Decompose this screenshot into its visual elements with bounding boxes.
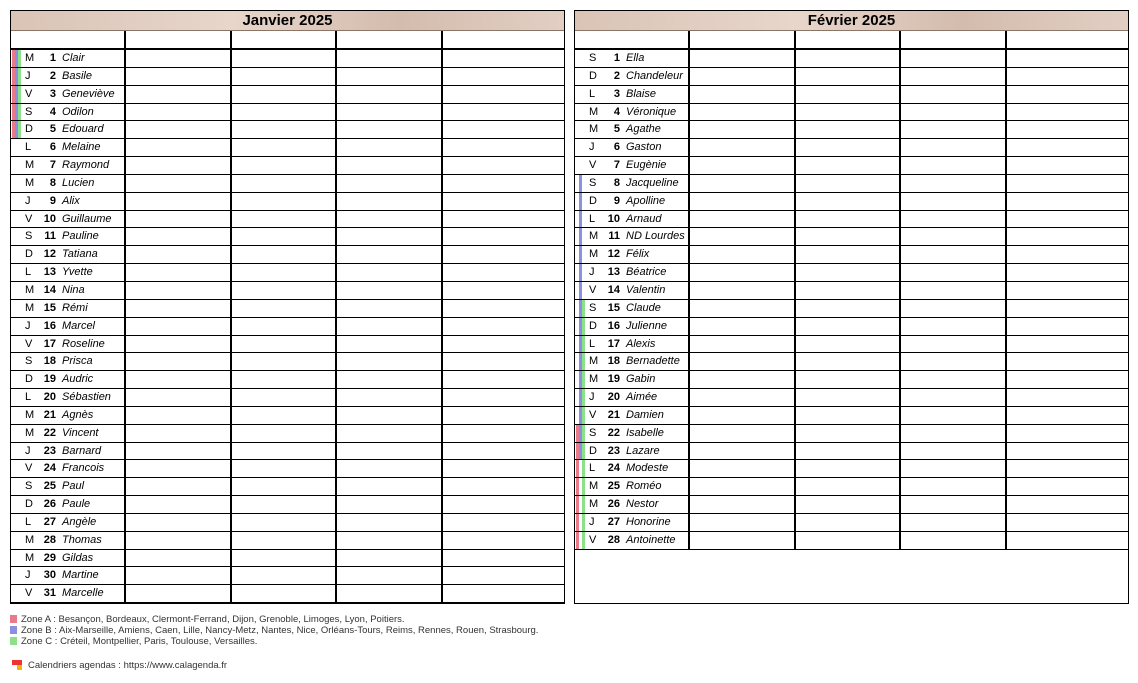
saint-name: Antoinette — [626, 533, 676, 546]
day-row[interactable] — [575, 68, 1128, 86]
zone-c-marker — [18, 50, 21, 67]
weekday-letter: J — [25, 444, 31, 457]
weekday-letter: V — [25, 212, 33, 225]
day-row[interactable] — [575, 496, 1128, 514]
weekday-letter: D — [589, 319, 597, 332]
saint-name: Bernadette — [626, 355, 680, 368]
day-number: 12 — [607, 248, 620, 261]
column-divider — [899, 31, 901, 550]
saint-name: Blaise — [626, 87, 656, 100]
saint-name: Apolline — [626, 194, 666, 207]
day-row[interactable] — [575, 246, 1128, 264]
day-row[interactable] — [11, 264, 564, 282]
day-row[interactable] — [575, 425, 1128, 443]
legend-zone-c — [10, 636, 257, 647]
saint-name: Agathe — [626, 123, 661, 136]
saint-name: Thomas — [62, 533, 102, 546]
day-number: 25 — [607, 480, 620, 493]
day-number: 26 — [607, 498, 620, 511]
weekday-letter: M — [25, 159, 35, 172]
day-grid — [11, 31, 564, 603]
footer — [12, 660, 227, 671]
day-row[interactable] — [11, 211, 564, 229]
saint-name: Francois — [62, 462, 105, 475]
saint-name: Martine — [62, 569, 99, 582]
zone-a-marker — [576, 496, 579, 513]
grid-header-row — [11, 31, 564, 50]
weekday-letter: S — [589, 301, 597, 314]
saint-name: Eugènie — [626, 159, 667, 172]
day-number: 11 — [608, 230, 620, 243]
weekday-letter: J — [589, 515, 595, 528]
weekday-letter: S — [589, 426, 597, 439]
day-row[interactable] — [575, 371, 1128, 389]
day-number: 2 — [613, 69, 620, 82]
legend-zone-b — [10, 625, 538, 636]
day-number: 2 — [49, 69, 56, 82]
zone-c-marker — [18, 86, 21, 103]
zone-c-marker — [582, 318, 585, 335]
day-number: 27 — [607, 515, 620, 528]
zone-b-marker — [579, 193, 582, 210]
saint-name: Edouard — [62, 123, 104, 136]
weekday-letter: V — [589, 408, 597, 421]
weekday-letter: V — [589, 283, 597, 296]
saint-name: Lucien — [62, 176, 95, 189]
weekday-letter: L — [25, 266, 32, 279]
weekday-letter: M — [25, 426, 35, 439]
month-title: Janvier 2025 — [11, 11, 564, 31]
day-row[interactable] — [11, 371, 564, 389]
weekday-letter: J — [589, 266, 595, 279]
column-divider — [124, 31, 126, 604]
weekday-letter: M — [589, 123, 599, 136]
weekday-letter: J — [589, 391, 595, 404]
weekday-letter: M — [25, 176, 35, 189]
weekday-letter: D — [25, 123, 33, 136]
saint-name: Valentin — [626, 283, 666, 296]
weekday-letter: V — [25, 462, 33, 475]
day-row[interactable] — [11, 50, 564, 68]
day-row[interactable] — [11, 246, 564, 264]
saint-name: Vincent — [62, 426, 99, 439]
weekday-letter: M — [25, 533, 35, 546]
weekday-letter: S — [25, 230, 33, 243]
day-number: 22 — [607, 426, 620, 439]
day-number: 27 — [43, 515, 56, 528]
weekday-letter: D — [589, 444, 597, 457]
column-divider — [1005, 31, 1007, 550]
day-number: 1 — [613, 52, 620, 64]
saint-name: Pauline — [62, 230, 99, 243]
saint-name: Paul — [62, 480, 85, 493]
day-number: 13 — [607, 266, 620, 279]
saint-name: Chandeleur — [626, 69, 683, 82]
saint-name: Geneviève — [62, 87, 115, 100]
day-number: 13 — [43, 266, 56, 279]
saint-name: Odilon — [62, 105, 94, 118]
saint-name: Marcel — [62, 319, 96, 332]
day-number: 1 — [49, 52, 56, 64]
day-row[interactable] — [11, 300, 564, 318]
day-row[interactable] — [575, 532, 1128, 550]
day-number: 17 — [607, 337, 620, 350]
zone-c-marker — [582, 389, 585, 406]
day-row[interactable] — [11, 478, 564, 496]
day-number: 16 — [43, 319, 56, 332]
saint-name: Claude — [626, 301, 661, 314]
saint-name: Damien — [626, 408, 664, 421]
saint-name: Nina — [62, 283, 85, 296]
weekday-letter: M — [25, 52, 35, 64]
month-title: Février 2025 — [575, 11, 1128, 31]
weekday-letter: V — [589, 533, 597, 546]
day-row[interactable] — [11, 443, 564, 461]
day-row[interactable] — [575, 139, 1128, 157]
day-number: 12 — [43, 248, 56, 261]
weekday-letter: V — [25, 587, 33, 600]
zone-c-marker — [582, 371, 585, 388]
weekday-letter: M — [589, 355, 599, 368]
saint-name: Agnès — [62, 408, 94, 421]
zone-a-marker — [576, 478, 579, 495]
weekday-letter: D — [589, 194, 597, 207]
weekday-letter: V — [25, 87, 33, 100]
day-number: 29 — [43, 551, 56, 564]
day-row[interactable] — [575, 300, 1128, 318]
zone-c-marker — [18, 68, 21, 85]
zone-c-marker — [582, 532, 585, 549]
day-number: 21 — [43, 408, 56, 421]
day-row[interactable] — [11, 193, 564, 211]
day-number: 21 — [607, 408, 620, 421]
day-row[interactable] — [575, 407, 1128, 425]
day-number: 14 — [43, 283, 56, 296]
day-row[interactable] — [11, 460, 564, 478]
weekday-letter: M — [589, 105, 599, 118]
legend-text: Zone A : Besançon, Bordeaux, Clermont-Ferrand, Dijon, Grenoble, Limoges, Lyon, Poitiers. — [21, 614, 405, 625]
day-number: 15 — [607, 301, 620, 314]
weekday-letter: J — [25, 569, 31, 582]
day-number: 26 — [43, 498, 56, 511]
legend-text: Zone B : Aix-Marseille, Amiens, Caen, Lille, Nancy-Metz, Nantes, Nice, Orléans-Tours, Reims, Rennes, Rouen, Strasbourg. — [21, 625, 539, 636]
grid-header-row — [575, 31, 1128, 50]
day-row[interactable] — [575, 389, 1128, 407]
day-row[interactable] — [575, 514, 1128, 532]
saint-name: Arnaud — [626, 212, 662, 225]
day-row[interactable] — [11, 86, 564, 104]
day-number: 28 — [607, 533, 620, 546]
day-row[interactable] — [11, 567, 564, 585]
weekday-letter: D — [25, 373, 33, 386]
weekday-letter: M — [589, 498, 599, 511]
day-number: 11 — [44, 230, 56, 243]
day-number: 6 — [49, 141, 56, 154]
day-row[interactable] — [575, 121, 1128, 139]
day-number: 8 — [613, 176, 620, 189]
day-row[interactable] — [11, 68, 564, 86]
day-number: 15 — [43, 301, 56, 314]
day-row[interactable] — [575, 175, 1128, 193]
zone-b-swatch — [10, 626, 17, 634]
day-row[interactable] — [11, 353, 564, 371]
day-row[interactable] — [11, 407, 564, 425]
day-row[interactable] — [11, 228, 564, 246]
weekday-letter: S — [589, 176, 597, 189]
day-row[interactable] — [11, 389, 564, 407]
zone-b-marker — [579, 228, 582, 245]
weekday-letter: L — [25, 391, 32, 404]
weekday-letter: L — [589, 212, 596, 225]
weekday-letter: L — [25, 515, 32, 528]
weekday-letter: M — [25, 408, 35, 421]
day-row[interactable] — [575, 157, 1128, 175]
zone-c-marker — [18, 104, 21, 121]
legend-text: Zone C : Créteil, Montpellier, Paris, Toulouse, Versailles. — [21, 636, 258, 647]
saint-name: Angèle — [62, 515, 97, 528]
day-row[interactable] — [11, 532, 564, 550]
day-row[interactable] — [575, 228, 1128, 246]
column-divider — [688, 31, 690, 550]
day-number: 23 — [607, 444, 620, 457]
saint-name: Modeste — [626, 462, 669, 475]
saint-name: Alexis — [626, 337, 656, 350]
saint-name: Prisca — [62, 355, 93, 368]
weekday-letter: L — [589, 462, 596, 475]
zone-c-marker — [582, 460, 585, 477]
saint-name: Audric — [62, 373, 94, 386]
day-number: 5 — [613, 123, 620, 136]
day-row[interactable] — [575, 264, 1128, 282]
day-row[interactable] — [11, 585, 564, 603]
day-number: 19 — [607, 373, 620, 386]
weekday-letter: J — [25, 319, 31, 332]
saint-name: Rémi — [62, 301, 88, 314]
column-divider — [441, 31, 443, 604]
day-row[interactable] — [11, 318, 564, 336]
saint-name: Véronique — [626, 105, 677, 118]
zone-b-marker — [579, 246, 582, 263]
weekday-letter: S — [25, 480, 33, 493]
zone-c-marker — [582, 514, 585, 531]
saint-name: Alix — [62, 194, 80, 207]
day-row[interactable] — [11, 336, 564, 354]
saint-name: Julienne — [626, 319, 667, 332]
day-number: 31 — [43, 587, 56, 600]
day-number: 18 — [607, 355, 620, 368]
day-row[interactable] — [575, 282, 1128, 300]
day-row[interactable] — [575, 478, 1128, 496]
day-row[interactable] — [575, 318, 1128, 336]
weekday-letter: M — [25, 301, 35, 314]
zone-c-swatch — [10, 637, 17, 645]
zone-a-swatch — [10, 615, 17, 623]
saint-name: Paule — [62, 498, 91, 511]
saint-name: Honorine — [626, 515, 671, 528]
weekday-letter: D — [25, 248, 33, 261]
day-number: 4 — [49, 105, 56, 118]
day-row[interactable] — [11, 282, 564, 300]
day-number: 7 — [49, 159, 56, 172]
weekday-letter: M — [589, 480, 599, 493]
day-number: 14 — [607, 283, 620, 296]
day-number: 9 — [613, 194, 620, 207]
saint-name: Raymond — [62, 159, 110, 172]
weekday-letter: S — [25, 105, 33, 118]
saint-name: Roseline — [62, 337, 105, 350]
weekday-letter: S — [25, 355, 33, 368]
weekday-letter: V — [25, 337, 33, 350]
weekday-letter: S — [589, 52, 597, 64]
day-number: 4 — [613, 105, 620, 118]
saint-name: Gildas — [62, 551, 94, 564]
day-number: 28 — [43, 533, 56, 546]
zone-c-marker — [18, 121, 21, 138]
zone-a-marker — [576, 514, 579, 531]
day-row[interactable] — [11, 425, 564, 443]
saint-name: Aimée — [626, 391, 658, 404]
day-number: 24 — [43, 462, 56, 475]
day-row[interactable] — [575, 86, 1128, 104]
day-row[interactable] — [11, 104, 564, 122]
day-number: 23 — [43, 444, 56, 457]
day-row[interactable] — [575, 443, 1128, 461]
saint-name: Guillaume — [62, 212, 112, 225]
day-number: 3 — [49, 87, 56, 100]
saint-name: Nestor — [626, 498, 659, 511]
saint-name: Sébastien — [62, 391, 111, 404]
zone-a-marker — [576, 532, 579, 549]
zone-c-marker — [582, 425, 585, 442]
saint-name: Marcelle — [62, 587, 104, 600]
weekday-letter: M — [25, 283, 35, 296]
weekday-letter: L — [589, 337, 596, 350]
legend-zone-a — [10, 614, 405, 625]
weekday-letter: J — [589, 141, 595, 154]
month-january — [10, 10, 565, 604]
saint-name: Clair — [62, 52, 85, 64]
day-row[interactable] — [11, 514, 564, 532]
column-divider — [230, 31, 232, 604]
zone-c-marker — [582, 353, 585, 370]
zone-b-marker — [579, 264, 582, 281]
weekday-letter: D — [25, 498, 33, 511]
day-number: 24 — [607, 462, 620, 475]
saint-name: Béatrice — [626, 266, 667, 279]
saint-name: Melaine — [62, 141, 101, 154]
day-number: 16 — [607, 319, 620, 332]
day-number: 20 — [43, 391, 56, 404]
saint-name: Félix — [626, 248, 650, 261]
saint-name: Jacqueline — [626, 176, 679, 189]
saint-name: Yvette — [62, 266, 93, 279]
zone-c-marker — [582, 496, 585, 513]
saint-name: ND Lourdes — [626, 230, 685, 243]
zone-b-marker — [579, 175, 582, 192]
weekday-letter: M — [589, 373, 599, 386]
zone-c-marker — [582, 407, 585, 424]
weekday-letter: M — [25, 551, 35, 564]
day-number: 20 — [607, 391, 620, 404]
saint-name: Gaston — [626, 141, 662, 154]
zone-c-marker — [582, 300, 585, 317]
day-row[interactable] — [11, 496, 564, 514]
day-row[interactable] — [11, 550, 564, 568]
month-february — [574, 10, 1129, 604]
day-row[interactable] — [11, 157, 564, 175]
day-row[interactable] — [575, 50, 1128, 68]
weekday-letter: V — [589, 159, 597, 172]
day-number: 22 — [43, 426, 56, 439]
zone-c-marker — [582, 478, 585, 495]
day-number: 18 — [43, 355, 56, 368]
day-number: 10 — [607, 212, 620, 225]
weekday-letter: M — [589, 230, 599, 243]
day-row[interactable] — [575, 336, 1128, 354]
weekday-letter: M — [589, 248, 599, 261]
day-row[interactable] — [11, 139, 564, 157]
zone-a-marker — [576, 460, 579, 477]
saint-name: Basile — [62, 69, 92, 82]
weekday-letter: D — [589, 69, 597, 82]
saint-name: Lazare — [626, 444, 660, 457]
calagenda-logo-icon — [12, 660, 22, 670]
saint-name: Tatiana — [62, 248, 98, 261]
day-row[interactable] — [11, 175, 564, 193]
day-number: 8 — [49, 176, 56, 189]
zone-b-marker — [579, 282, 582, 299]
day-row[interactable] — [575, 104, 1128, 122]
saint-name: Isabelle — [626, 426, 664, 439]
day-number: 7 — [613, 159, 620, 172]
day-number: 3 — [613, 87, 620, 100]
zone-c-marker — [582, 443, 585, 460]
day-number: 30 — [43, 569, 56, 582]
column-divider — [794, 31, 796, 550]
day-number: 6 — [613, 141, 620, 154]
saint-name: Roméo — [626, 480, 662, 493]
saint-name: Barnard — [62, 444, 102, 457]
day-grid — [575, 31, 1128, 550]
day-row[interactable] — [11, 121, 564, 139]
day-number: 5 — [49, 123, 56, 136]
day-number: 10 — [43, 212, 56, 225]
day-number: 17 — [43, 337, 56, 350]
zone-b-marker — [579, 211, 582, 228]
weekday-letter: J — [25, 194, 31, 207]
footer-link[interactable]: Calendriers agendas : https://www.calagenda.fr — [28, 660, 228, 671]
day-row[interactable] — [575, 193, 1128, 211]
weekday-letter: L — [25, 141, 32, 154]
day-number: 9 — [49, 194, 56, 207]
day-row[interactable] — [575, 460, 1128, 478]
day-number: 19 — [43, 373, 56, 386]
saint-name: Ella — [626, 52, 645, 64]
weekday-letter: J — [25, 69, 31, 82]
day-row[interactable] — [575, 353, 1128, 371]
day-number: 25 — [43, 480, 56, 493]
saint-name: Gabin — [626, 373, 656, 386]
day-row[interactable] — [575, 211, 1128, 229]
zone-c-marker — [582, 336, 585, 353]
column-divider — [335, 31, 337, 604]
weekday-letter: L — [589, 87, 596, 100]
